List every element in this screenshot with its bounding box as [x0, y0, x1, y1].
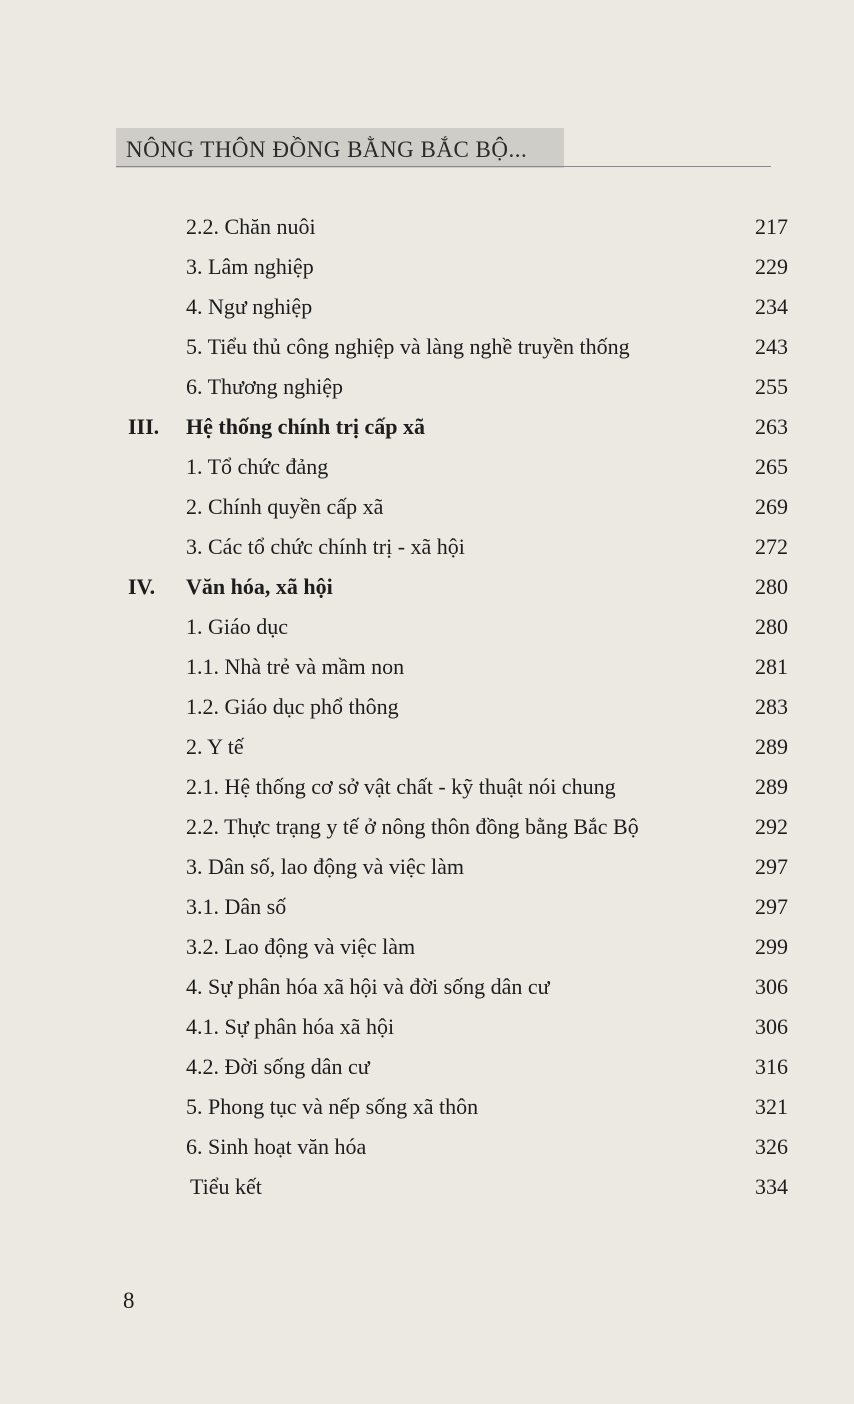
toc-entry-page: 321: [755, 1094, 788, 1119]
toc-entry-title: 1. Tổ chức đảng: [186, 454, 329, 479]
toc-entry-title: 2. Y tế: [186, 734, 244, 759]
toc-entry[interactable]: [186, 933, 788, 961]
toc-entry[interactable]: [186, 493, 788, 521]
toc-entry-page: 334: [755, 1174, 788, 1199]
toc-entry-title: 1.2. Giáo dục phổ thông: [186, 694, 399, 719]
toc-entry-title: 3.1. Dân số: [186, 894, 287, 919]
toc-entry-page: 316: [755, 1054, 788, 1079]
toc-section-numeral: IV.: [128, 574, 156, 599]
toc-entry-title: Tiểu kết: [190, 1174, 262, 1199]
toc-entry-page: 280: [755, 574, 788, 599]
toc-entry-page: 306: [755, 1014, 788, 1039]
toc-entry-title: 4. Sự phân hóa xã hội và đời sống dân cư: [186, 974, 550, 999]
toc-entry-page: 283: [755, 694, 788, 719]
toc-entry[interactable]: [186, 333, 788, 361]
toc-entry-title: 2.1. Hệ thống cơ sở vật chất - kỹ thuật nói chung: [186, 774, 616, 799]
toc-entry-title: 6. Thương nghiệp: [186, 374, 343, 399]
toc-entry-page: 289: [755, 774, 788, 799]
toc-entry[interactable]: [186, 1093, 788, 1121]
toc-entry-title: Văn hóa, xã hội: [186, 574, 333, 599]
toc-entry-page: 280: [755, 614, 788, 639]
toc-entry-page: 297: [755, 854, 788, 879]
toc-entry-title: 3.2. Lao động và việc làm: [186, 934, 416, 959]
toc-entry-title: 1.1. Nhà trẻ và mầm non: [186, 654, 405, 679]
toc-entry-title: 4. Ngư nghiệp: [186, 294, 313, 319]
toc-entry-title: 3. Dân số, lao động và việc làm: [186, 854, 464, 879]
toc-section-numeral: III.: [128, 414, 160, 439]
toc-entry-title: 3. Các tổ chức chính trị - xã hội: [186, 534, 465, 559]
toc-entry[interactable]: [186, 253, 788, 281]
toc-entry[interactable]: [186, 693, 788, 721]
toc-entry[interactable]: [186, 533, 788, 561]
toc-entry[interactable]: [186, 733, 788, 761]
toc-entry[interactable]: [186, 653, 788, 681]
toc-entry[interactable]: [186, 573, 788, 601]
toc-entry-page: 272: [755, 534, 788, 559]
toc-entry[interactable]: [186, 293, 788, 321]
toc-entry-title: 6. Sinh hoạt văn hóa: [186, 1134, 367, 1159]
toc-entry-page: 255: [755, 374, 788, 399]
toc-entry-page: 263: [755, 414, 788, 439]
toc-entry-page: 292: [755, 814, 788, 839]
running-header-title: NÔNG THÔN ĐỒNG BẰNG BẮC BỘ...: [126, 137, 528, 162]
toc-entry-title: 2.2. Chăn nuôi: [186, 214, 316, 239]
toc-entry[interactable]: [186, 413, 788, 441]
toc-entry-page: 269: [755, 494, 788, 519]
toc-entry-title: 5. Phong tục và nếp sống xã thôn: [186, 1094, 479, 1119]
toc-entry[interactable]: [186, 1133, 788, 1161]
toc-entry[interactable]: [186, 1173, 788, 1201]
toc-entry[interactable]: [186, 853, 788, 881]
toc-entry-page: 234: [755, 294, 788, 319]
toc-entry[interactable]: [186, 213, 788, 241]
toc-entry[interactable]: [186, 973, 788, 1001]
toc-entry-page: 306: [755, 974, 788, 999]
toc-entry[interactable]: [186, 813, 788, 841]
toc-entry-page: 299: [755, 934, 788, 959]
toc-entry[interactable]: [186, 893, 788, 921]
toc-entry-title: 4.1. Sự phân hóa xã hội: [186, 1014, 395, 1039]
toc-entry-page: 326: [755, 1134, 788, 1159]
toc-entry-title: Hệ thống chính trị cấp xã: [186, 414, 425, 439]
toc-entry-title: 3. Lâm nghiệp: [186, 254, 314, 279]
page-number: 8: [123, 1288, 135, 1313]
toc-entry[interactable]: [186, 453, 788, 481]
toc-entry-page: 217: [755, 214, 788, 239]
toc-entry-page: 297: [755, 894, 788, 919]
toc-entry-title: 2. Chính quyền cấp xã: [186, 494, 384, 519]
toc-entry-page: 243: [755, 334, 788, 359]
toc-entry-page: 229: [755, 254, 788, 279]
toc-entry-title: 4.2. Đời sống dân cư: [186, 1054, 370, 1079]
toc-entry-page: 265: [755, 454, 788, 479]
toc-entry[interactable]: [186, 373, 788, 401]
toc-entry-page: 289: [755, 734, 788, 759]
toc-entry[interactable]: [186, 1013, 788, 1041]
toc-entry[interactable]: [186, 773, 788, 801]
toc-entry-title: 1. Giáo dục: [186, 614, 289, 639]
toc-entry[interactable]: [186, 1053, 788, 1081]
toc-entry-title: 2.2. Thực trạng y tế ở nông thôn đồng bằng Bắc Bộ: [186, 814, 639, 839]
toc-entry-page: 281: [755, 654, 788, 679]
toc-entry-title: 5. Tiểu thủ công nghiệp và làng nghề truyền thống: [186, 334, 630, 359]
toc-entry[interactable]: [186, 613, 788, 641]
